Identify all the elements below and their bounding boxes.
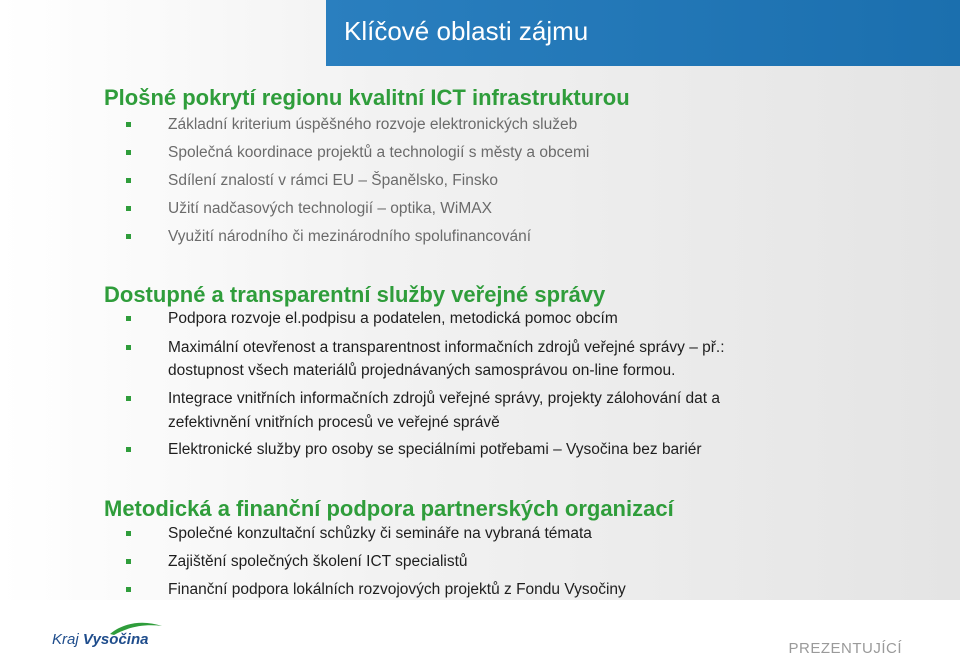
- bullet-marker: [126, 122, 131, 127]
- logo-text: [52, 631, 148, 648]
- list-item: Základní kriterium úspěšného rozvoje elektronických služeb: [168, 116, 578, 133]
- bullet-marker: [126, 206, 131, 211]
- bullet-marker: [126, 234, 131, 239]
- bullet-marker: [126, 345, 131, 350]
- title-bar: [326, 0, 960, 66]
- logo-text-part2: Vysočina: [82, 631, 149, 648]
- list-item-continuation: zefektivnění vnitřních procesů ve veřejné správě: [168, 414, 500, 431]
- bullet-marker: [126, 587, 131, 592]
- presenter-label: PREZENTUJÍCÍ: [788, 640, 902, 657]
- bullet-marker: [126, 150, 131, 155]
- section-heading-services: Dostupné a transparentní služby veřejné správy: [104, 282, 606, 307]
- list-item: Maximální otevřenost a transparentnost informačních zdrojů veřejné správy – př.:: [168, 339, 725, 356]
- list-item: Elektronické služby pro osoby se speciálními potřebami – Vysočina bez bariér: [168, 441, 702, 458]
- list-item: Zajištění společných školení ICT specialistů: [168, 553, 468, 570]
- bullet-marker: [126, 559, 131, 564]
- list-item: Sdílení znalostí v rámci EU – Španělsko, Finsko: [168, 172, 498, 189]
- bullet-marker: [126, 178, 131, 183]
- logo-text-part1: Kraj: [52, 631, 79, 648]
- list-item: Integrace vnitřních informačních zdrojů veřejné správy, projekty zálohování dat a: [168, 390, 720, 407]
- list-item: Společné konzultační schůzky či semináře na vybraná témata: [168, 525, 592, 542]
- slide-title: Klíčové oblasti zájmu: [344, 16, 589, 46]
- list-item: Využití národního či mezinárodního spolufinancování: [168, 228, 532, 245]
- bullet-marker: [126, 316, 131, 321]
- list-item: Užití nadčasových technologií – optika, WiMAX: [168, 200, 492, 217]
- bullet-marker: [126, 396, 131, 401]
- bullet-marker: [126, 531, 131, 536]
- list-item: Finanční podpora lokálních rozvojových projektů z Fondu Vysočiny: [168, 581, 626, 598]
- list-item: Podpora rozvoje el.podpisu a podatelen, metodická pomoc obcím: [168, 310, 618, 327]
- bullet-marker: [126, 447, 131, 452]
- list-item: Společná koordinace projektů a technologií s městy a obcemi: [168, 144, 590, 161]
- section-heading-support: Metodická a finanční podpora partnerských organizací: [104, 496, 674, 521]
- kraj-vysocina-logo: [52, 620, 162, 654]
- section-heading-infrastructure: Plošné pokrytí regionu kvalitní ICT infrastrukturou: [104, 85, 630, 110]
- list-item-continuation: dostupnost všech materiálů projednávaných samosprávou on-line formou.: [168, 362, 676, 379]
